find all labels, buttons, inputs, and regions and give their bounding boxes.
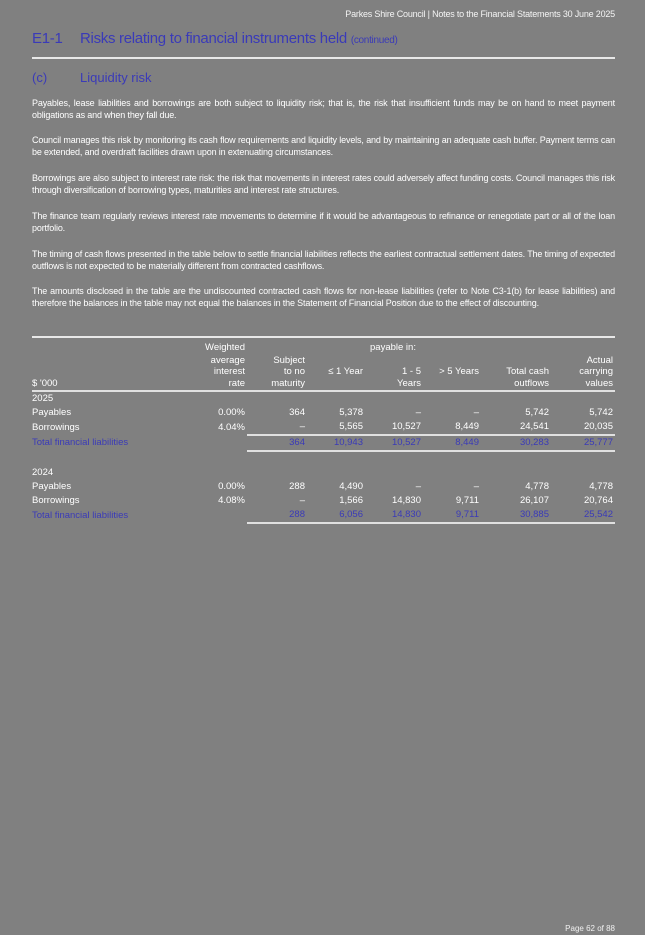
- table-row: Borrowings 4.04% – 5,565 10,527 8,449 24,541 20,035: [32, 420, 615, 435]
- total-label: Total financial liabilities: [32, 509, 129, 521]
- col-header-subject-to-no-maturity: Subject to no maturity: [247, 355, 307, 392]
- table-row: Borrowings 4.08% – 1,566 14,830 9,711 26,107 20,764: [32, 495, 613, 506]
- col-header-1-5-years: 1 - 5 Years: [365, 355, 423, 392]
- year-row-2024: 2024: [32, 467, 54, 478]
- paragraph-finance-review: The finance team regularly reviews interest rate movements to determine if it would be advantageous to refinance or renegotiate part or all of the loan portfolio.: [32, 211, 615, 233]
- total-label: Total financial liabilities: [32, 437, 129, 448]
- paragraph-cash-flow-timing: The timing of cash flows presented in the table below to settle financial liabilities reflects the earliest contractual settlement dates. The timing of expected outflows is not expected to be materially different from contracted cashflows.: [32, 249, 615, 271]
- table-row: Payables 0.00% 364 5,378 – – 5,742 5,742: [32, 407, 613, 418]
- section-title-text: Risks relating to financial instruments held: [80, 30, 347, 47]
- col-header-gt-5-years: > 5 Years: [423, 355, 481, 392]
- col-header-le-1-year: ≤ 1 Year: [307, 355, 365, 392]
- paragraph-liquidity-intro: Payables, lease liabilities and borrowings are both subject to liquidity risk; that is, the risk that insufficient funds may be on hand to meet payment obligations as and when they fall due.: [32, 98, 615, 120]
- col-header-rate-line1: Weighted: [205, 342, 245, 353]
- paragraph-interest-rate-risk: Borrowings are also subject to interest rate risk: the risk that movements in interest rates could adversely affect funding costs. Council manages this risk through diversification of borrowing types, maturities and interest rate structures.: [32, 173, 615, 195]
- total-row-2025: Total financial liabilities 364 10,943 10,527 8,449 30,283 25,777: [32, 435, 615, 451]
- running-header: Parkes Shire Council | Notes to the Financial Statements 30 June 2025: [345, 9, 615, 19]
- liquidity-table: [32, 338, 615, 524]
- year-row-2025: 2025: [32, 393, 54, 404]
- table-row: Payables 0.00% 288 4,490 – – 4,778 4,778: [32, 481, 613, 492]
- subsection-title: [32, 70, 152, 85]
- section-code: E1-1: [32, 30, 63, 47]
- section-title: [32, 30, 398, 47]
- subsection-title-text: Liquidity risk: [80, 70, 152, 85]
- total-row-2024: Total financial liabilities 288 6,056 14,830 9,711 30,885 25,542: [32, 508, 615, 523]
- row-label: Borrowings: [32, 421, 80, 433]
- col-header-rate: average interest rate: [182, 355, 247, 392]
- col-header-total-cash-outflows: Total cash outflows: [481, 355, 551, 392]
- row-label: Payables: [32, 407, 72, 418]
- col-header-unit: $ '000: [32, 355, 182, 392]
- subsection-code: (c): [32, 70, 48, 85]
- col-header-actual-carrying-values: Actual carrying values: [551, 355, 615, 392]
- col-header-payable-in: payable in:: [370, 342, 416, 353]
- continued-label: (continued): [350, 35, 398, 46]
- row-label: Borrowings: [32, 495, 80, 506]
- section-divider: [32, 57, 615, 59]
- page-number: Page 62 of 88: [565, 924, 615, 933]
- row-label: Payables: [32, 481, 72, 492]
- paragraph-undiscounted-amounts: The amounts disclosed in the table are the undiscounted contracted cash flows for non-lease liabilities (refer to Note C3-1(b) for lease liabilities) and therefore the balances in the table may not equal the balances in the Statement of Financial Position due to the effect of discounting.: [32, 286, 615, 308]
- paragraph-risk-management: Council manages this risk by monitoring its cash flow requirements and liquidity levels, and by maintaining an adequate cash buffer. Payment terms can be extended, and overdraft facilities drawn upon in extenuating circumstances.: [32, 135, 615, 157]
